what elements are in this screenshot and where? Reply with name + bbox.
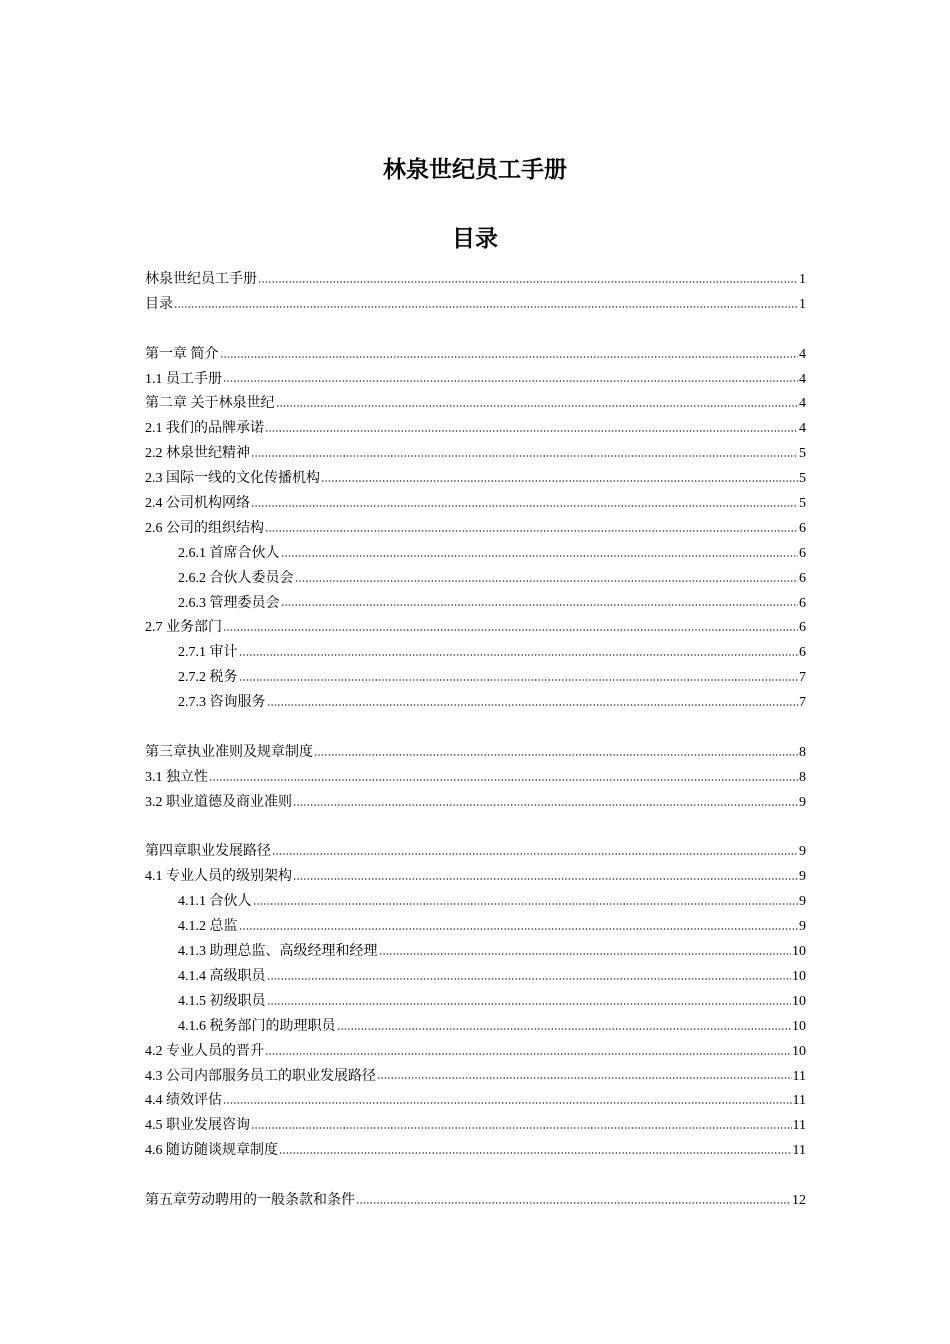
toc-entry-label: 2.4 公司机构网络 [145,496,250,512]
toc-dot-leader [293,878,798,880]
toc-dot-leader [239,654,799,656]
toc-entry-label: 4.1.6 税务部门的助理职员 [178,1018,336,1034]
toc-dot-leader [281,604,799,606]
toc-entry-page: 6 [799,570,806,586]
toc-entry-label: 4.5 职业发展咨询 [145,1118,250,1134]
toc-entry-label: 1.1 员工手册 [145,371,222,387]
toc-dot-leader [279,1152,792,1154]
toc-entry-page: 10 [792,1043,806,1059]
toc-entry-page: 6 [799,620,806,636]
toc-entry-page: 8 [799,744,806,760]
toc-entry[interactable] [145,666,806,691]
toc-entry-label: 3.2 职业道德及商业准则 [145,794,292,810]
toc-blank-line [145,318,806,343]
toc-entry-page: 4 [799,396,806,412]
toc-entry[interactable] [145,268,806,293]
toc-entry-label: 2.1 我们的品牌承诺 [145,421,264,437]
toc-entry[interactable] [145,965,806,990]
toc-entry-label: 第四章职业发展路径 [145,844,271,860]
toc-blank-line [145,716,806,741]
toc-entry[interactable] [145,766,806,791]
toc-entry-page: 11 [792,1093,806,1109]
toc-entry[interactable] [145,840,806,865]
toc-entry-label: 2.7 业务部门 [145,620,222,636]
toc-entry[interactable] [145,865,806,890]
toc-entry[interactable] [145,368,806,393]
toc-entry-page: 5 [799,471,806,487]
toc-dot-leader [251,455,798,457]
toc-entry-label: 2.3 国际一线的文化传播机构 [145,471,320,487]
toc-dot-leader [377,1077,792,1079]
toc-dot-leader [281,555,799,557]
toc-entry-label: 2.6.1 首席合伙人 [178,545,280,561]
toc-entry-page: 9 [799,794,806,810]
toc-entry-label: 4.3 公司内部服务员工的职业发展路径 [145,1068,376,1084]
toc-entry[interactable] [145,1089,806,1114]
toc-entry[interactable] [145,1015,806,1040]
toc-entry[interactable] [145,741,806,766]
toc-dot-leader [258,281,798,283]
toc-entry[interactable] [145,940,806,965]
toc-entry[interactable] [145,517,806,542]
toc-dot-leader [251,505,798,507]
toc-entry-label: 第五章劳动聘用的一般条款和条件 [145,1192,355,1208]
toc-entry-label: 2.6.3 管理委员会 [178,595,280,611]
toc-entry-page: 7 [799,695,806,711]
toc-dot-leader [314,754,798,756]
toc-entry[interactable] [145,343,806,368]
toc-entry-page: 4 [799,371,806,387]
toc-entry[interactable] [145,641,806,666]
toc-entry-page: 11 [792,1068,806,1084]
toc-dot-leader [295,580,799,582]
toc-entry-page: 6 [799,595,806,611]
toc-entry[interactable] [145,1040,806,1065]
toc-dot-leader [220,356,799,358]
toc-entry-page: 4 [799,346,806,362]
toc-entry[interactable] [145,417,806,442]
toc-entry-page: 6 [799,545,806,561]
document-title: 林泉世纪员工手册 [383,157,567,182]
toc-dot-leader [267,704,799,706]
toc-entry-label: 2.2 林泉世纪精神 [145,446,250,462]
toc-entry-label: 4.1.5 初级职员 [178,993,266,1009]
toc-dot-leader [293,804,798,806]
toc-entry-page: 9 [799,919,806,935]
toc-entry-page: 9 [799,869,806,885]
toc-entry-label: 2.7.2 税务 [178,670,238,686]
toc-entry-page: 9 [799,894,806,910]
toc-dot-leader [276,405,799,407]
toc-dot-leader [272,853,798,855]
toc-entry-page: 7 [799,670,806,686]
toc-entry-label: 4.4 绩效评估 [145,1093,222,1109]
toc-entry[interactable] [145,592,806,617]
toc-entry-page: 8 [799,769,806,785]
toc-dot-leader [223,629,798,631]
toc-entry[interactable] [145,567,806,592]
toc-entry[interactable] [145,915,806,940]
toc-entry[interactable] [145,990,806,1015]
toc-entry[interactable] [145,791,806,816]
toc-entry[interactable] [145,542,806,567]
toc-dot-leader [265,1053,791,1055]
toc-entry[interactable] [145,1139,806,1164]
toc-entry-label: 4.1.4 高级职员 [178,968,266,984]
toc-entry-page: 4 [799,421,806,437]
toc-dot-leader [251,1127,792,1129]
toc-blank-line [145,816,806,841]
toc-dot-leader [253,903,799,905]
toc-dot-leader [223,380,798,382]
toc-dot-leader [174,306,798,308]
toc-dot-leader [321,480,798,482]
toc-entry-page: 10 [792,944,806,960]
toc-dot-leader [265,530,798,532]
toc-dot-leader [337,1028,792,1030]
toc-entry-page: 9 [799,844,806,860]
toc-entry[interactable] [145,467,806,492]
toc-entry-label: 林泉世纪员工手册 [145,272,257,287]
toc-dot-leader [239,679,799,681]
toc-entry[interactable] [145,293,806,318]
toc-dot-leader [267,1003,792,1005]
toc-entry-page: 1 [799,296,806,312]
toc-entry-label: 2.7.1 审计 [178,645,238,661]
toc-entry-label: 4.1.2 总监 [178,919,238,935]
toc-entry-label: 4.6 随访随谈规章制度 [145,1143,278,1159]
toc-entry-page: 6 [799,645,806,661]
toc-entry-label: 第二章 关于林泉世纪 [145,396,275,412]
toc-entry[interactable] [145,1114,806,1139]
toc-entry-page: 5 [799,446,806,462]
toc-entry-label: 4.1.3 助理总监、高级经理和经理 [178,944,378,960]
toc-dot-leader [356,1202,791,1204]
toc-entry-page: 10 [792,993,806,1009]
toc-blank-line [145,1164,806,1189]
toc-entry[interactable] [145,616,806,641]
toc-entry-page: 10 [792,1018,806,1034]
toc-entry-page: 6 [799,520,806,536]
toc-entry-label: 2.6 公司的组织结构 [145,520,264,536]
toc-entry-page: 11 [792,1118,806,1134]
table-of-contents [145,268,806,1214]
toc-entry-label: 目录 [145,296,173,312]
toc-entry-label: 4.1.1 合伙人 [178,894,252,910]
toc-dot-leader [223,1102,792,1104]
toc-entry-page: 5 [799,496,806,512]
toc-dot-leader [209,779,798,781]
toc-entry-page: 10 [792,968,806,984]
toc-entry[interactable] [145,392,806,417]
toc-dot-leader [379,953,792,955]
toc-entry-label: 4.1 专业人员的级别架构 [145,869,292,885]
toc-dot-leader [267,978,792,980]
toc-entry-label: 2.6.2 合伙人委员会 [178,570,294,586]
toc-entry[interactable] [145,442,806,467]
toc-entry[interactable] [145,890,806,915]
toc-entry-page: 11 [792,1143,806,1159]
toc-entry[interactable] [145,691,806,716]
toc-entry[interactable] [145,1189,806,1214]
toc-entry[interactable] [145,1065,806,1090]
toc-entry-label: 第一章 简介 [145,346,219,362]
toc-entry-page: 1 [799,272,806,287]
toc-entry-label: 第三章执业准则及规章制度 [145,744,313,760]
toc-dot-leader [265,430,798,432]
toc-entry-page: 12 [792,1192,806,1208]
toc-heading: 目录 [452,226,498,251]
toc-entry[interactable] [145,492,806,517]
toc-dot-leader [239,928,799,930]
toc-entry-label: 4.2 专业人员的晋升 [145,1043,264,1059]
toc-entry-label: 3.1 独立性 [145,769,208,785]
toc-entry-label: 2.7.3 咨询服务 [178,695,266,711]
